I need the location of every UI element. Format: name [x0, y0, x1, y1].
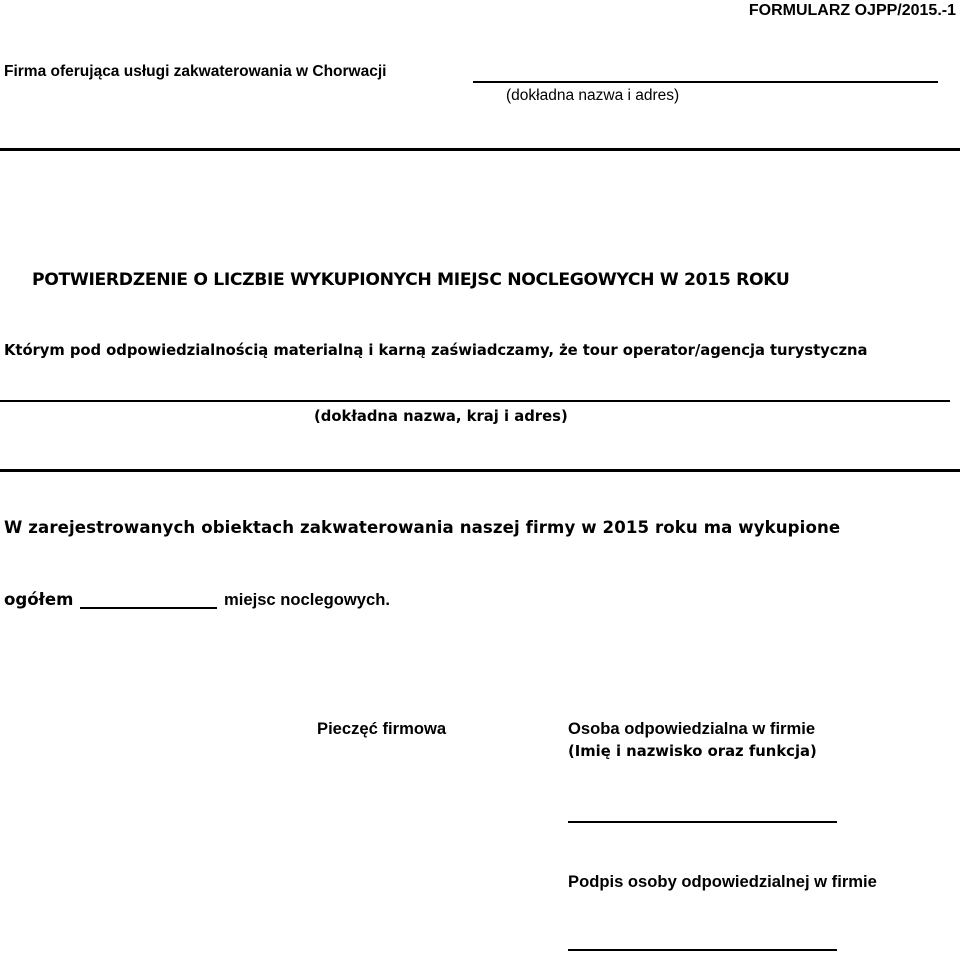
declaration-text: W zarejestrowanych obiektach zakwaterowania naszej firmy w 2015 roku ma wykupione: [4, 518, 841, 537]
top-divider: [0, 148, 960, 151]
middle-divider: [0, 469, 960, 472]
responsible-person-title: Osoba odpowiedzialna w firmie: [568, 719, 816, 738]
company-stamp-label: Pieczęć firmowa: [317, 719, 447, 738]
places-suffix: miejsc noclegowych.: [224, 590, 390, 609]
agency-field-line[interactable]: [0, 400, 950, 402]
total-label: ogółem: [4, 590, 74, 609]
company-hint: (dokładna nazwa i adres): [506, 87, 680, 104]
total-places-field-line[interactable]: [80, 607, 217, 609]
form-code: FORMULARZ OJPP/2015.-1: [748, 2, 956, 19]
signature-label: Podpis osoby odpowiedzialnej w firmie: [568, 872, 877, 891]
document-title: POTWIERDZENIE O LICZBIE WYKUPIONYCH MIEJSC NOCLEGOWYCH W 2015 ROKU: [32, 270, 790, 290]
signature-field-line[interactable]: [568, 949, 837, 951]
company-name-field-line[interactable]: [473, 81, 938, 83]
agency-hint: (dokładna nazwa, kraj i adres): [314, 408, 568, 425]
responsible-person-field-line[interactable]: [568, 821, 837, 823]
company-label: Firma oferująca usługi zakwaterowania w Chorwacji: [4, 63, 387, 80]
statement-text: Którym pod odpowiedzialnością materialną i karną zaświadczamy, że tour operator/agencja turystyczna: [4, 342, 868, 359]
responsible-person-subtitle: (Imię i nazwisko oraz funkcja): [568, 743, 817, 760]
